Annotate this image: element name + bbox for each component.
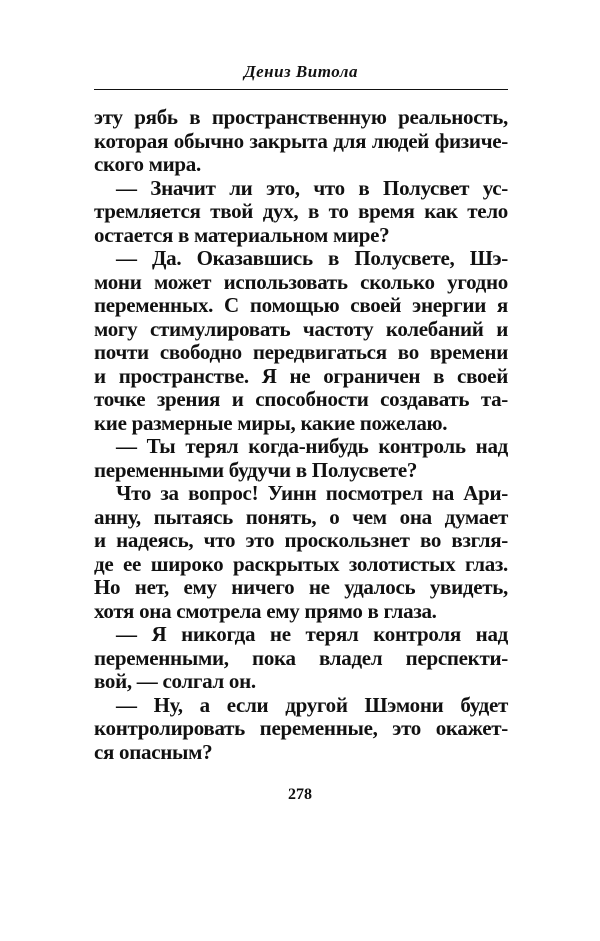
page-body-text — [94, 106, 508, 764]
text-line: эту рябь в пространственную реальность, — [94, 105, 508, 129]
text-line: которая обычно закрыта для людей физиче- — [94, 128, 508, 153]
text-line: Но нет, ему ничего не удалось увидеть, — [94, 575, 508, 599]
text-line: ся опасным? — [94, 739, 213, 764]
text-line: тремляется твой дух, в то время как тело — [94, 199, 508, 223]
text-line: переменных. С помощью своей энергии я — [94, 293, 508, 317]
text-line: анну, пытаясь понять, о чем она думает — [94, 504, 508, 529]
text-line: де ее широко раскрытых золотистых глаз. — [94, 551, 508, 576]
text-line: контролировать переменные, это окажет- — [94, 716, 508, 740]
text-line: точке зрения и способности создавать та- — [94, 387, 508, 411]
text-line: и пространстве. Я не ограничен в своей — [94, 363, 508, 388]
page-number: 278 — [288, 786, 312, 803]
text-line: — Ты терял когда-нибудь контроль над — [116, 434, 508, 458]
text-line: остается в материальном мире? — [94, 222, 390, 247]
text-line: кие размерные миры, какие пожелаю. — [94, 410, 448, 435]
running-header: Дениз Витола — [243, 62, 359, 81]
text-line: ского мира. — [94, 152, 201, 176]
text-line: переменными, пока владел перспекти- — [94, 645, 508, 670]
text-line: почти свободно передвигаться во времени — [94, 340, 508, 364]
text-line: — Я никогда не терял контроля над — [116, 622, 508, 646]
text-line: — Значит ли это, что в Полусвет ус- — [116, 175, 508, 200]
header-rule — [94, 89, 508, 90]
text-line: вой, — солгал он. — [94, 669, 256, 693]
text-line: и надеясь, что это проскользнет во взгля- — [94, 528, 508, 552]
text-line: мони может использовать сколько угодно — [94, 269, 508, 294]
text-line: хотя она смотрела ему прямо в глаза. — [94, 598, 437, 623]
text-line: Что за вопрос! Уинн посмотрел на Ари- — [116, 481, 508, 505]
text-line: могу стимулировать частоту колебаний и — [94, 316, 508, 341]
text-line: — Да. Оказавшись в Полусвете, Шэ- — [116, 246, 508, 270]
text-line: — Ну, а если другой Шэмони будет — [116, 692, 508, 717]
text-line: переменными будучи в Полусвете? — [94, 457, 418, 482]
